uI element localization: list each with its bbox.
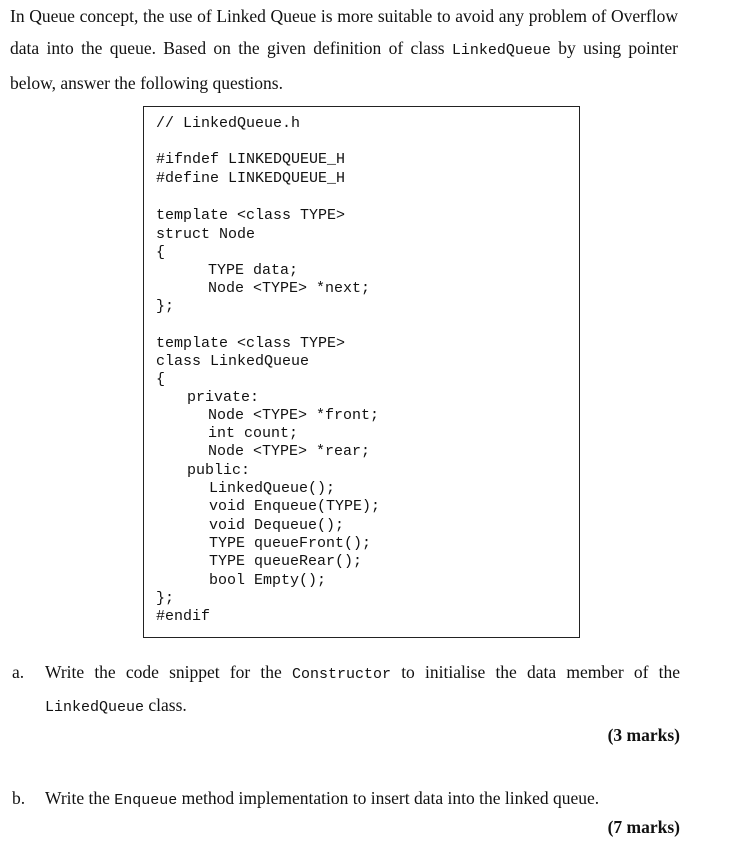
code-line: void Enqueue(TYPE); <box>209 498 381 515</box>
code-line: { <box>156 244 166 261</box>
code-line: // LinkedQueue.h <box>156 115 301 132</box>
code-line: Node <TYPE> *front; <box>208 407 380 424</box>
question-a-label: a. <box>12 662 25 682</box>
intro-text-2: by using pointer below, answer the following questions. <box>10 38 678 93</box>
code-line: #ifndef LINKEDQUEUE_H <box>156 151 346 168</box>
question-a-text <box>45 660 680 687</box>
question-b-code-1: Enqueue <box>114 792 178 809</box>
code-listing-box <box>143 106 580 638</box>
question-a-code-2: LinkedQueue <box>45 699 145 716</box>
code-line: Node <TYPE> *next; <box>208 280 371 297</box>
code-line: LinkedQueue(); <box>209 480 336 497</box>
code-line: template <class TYPE> <box>156 207 346 224</box>
code-line: }; <box>156 298 175 315</box>
question-a-text-1: Write the code snippet for the <box>45 662 292 682</box>
code-line: private: <box>187 389 260 406</box>
question-b-marks: (7 marks) <box>607 817 680 837</box>
question-b-label: b. <box>12 788 26 808</box>
intro-paragraph <box>10 0 678 99</box>
intro-code-term: LinkedQueue <box>451 42 551 59</box>
question-a-text-line2 <box>45 693 187 720</box>
code-line: void Dequeue(); <box>209 517 345 534</box>
code-line: TYPE data; <box>208 262 299 279</box>
code-line: }; <box>156 590 175 607</box>
code-line: class LinkedQueue <box>156 353 310 370</box>
code-line: #define LINKEDQUEUE_H <box>156 170 346 187</box>
code-line: Node <TYPE> *rear; <box>208 443 371 460</box>
question-b-text-1: Write the <box>45 788 115 808</box>
code-line: #endif <box>156 608 211 625</box>
code-line: TYPE queueFront(); <box>209 535 372 552</box>
code-line: template <class TYPE> <box>156 335 346 352</box>
code-line: bool Empty(); <box>209 572 327 589</box>
question-a-code-1: Constructor <box>291 666 392 683</box>
code-line: public: <box>187 462 251 479</box>
code-line: struct Node <box>156 226 256 243</box>
code-line: int count; <box>208 425 299 442</box>
question-a-text-2: to initialise the data member of the <box>391 662 680 682</box>
question-a-text-3: class. <box>144 695 187 715</box>
question-b-text <box>45 786 599 813</box>
question-b-text-2: method implementation to insert data into the linked queue. <box>177 788 600 808</box>
code-line: TYPE queueRear(); <box>209 553 363 570</box>
code-line: { <box>156 371 166 388</box>
question-a-marks: (3 marks) <box>607 725 680 745</box>
intro-text-1: In Queue concept, the use of Linked Queue is more suitable to avoid any problem of Overflow data into the queue. Based on the given definition of class <box>10 6 678 58</box>
